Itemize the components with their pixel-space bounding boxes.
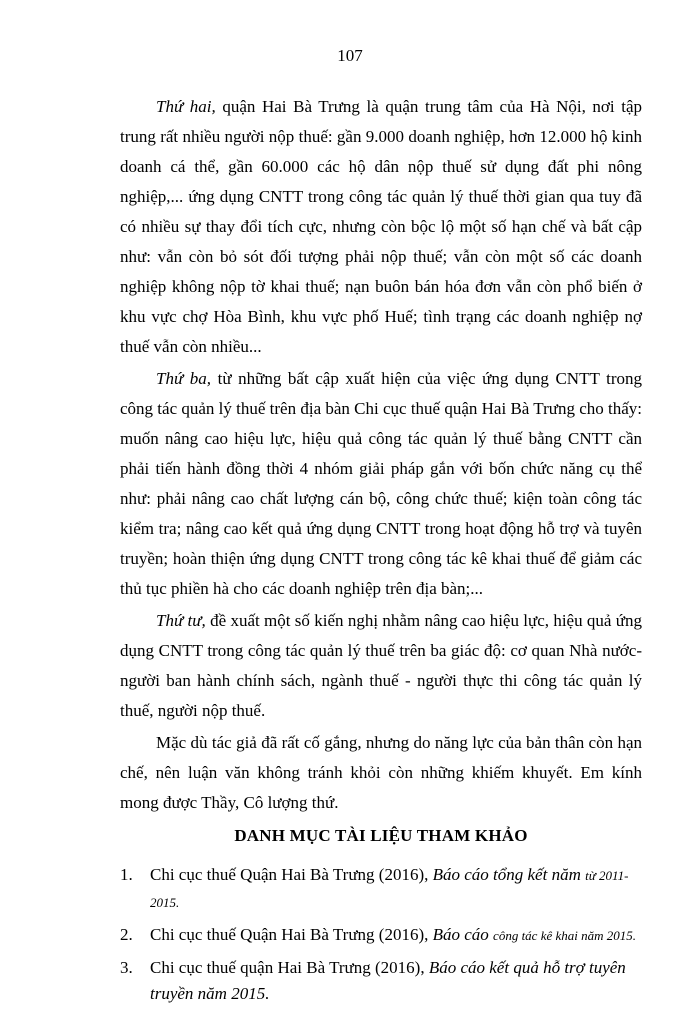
reference-number: 3. xyxy=(120,958,133,977)
reference-title: Báo cáo kết quả hỗ trợ tuyên truyền năm 2015. xyxy=(150,958,626,1003)
paragraph-lead: Thứ tư, xyxy=(156,611,206,630)
paragraph-text: từ những bất cập xuất hiện của việc ứng dụng CNTT trong công tác quản lý thuế trên địa bàn Chi cục thuế quận Hai Bà Trưng cho thấy: muốn nâng cao hiệu lực, hiệu quả công tác quản lý thuế bằng CNTT cần phải tiến hành đồng thời 4 nhóm giải pháp gắn với bốn chức năng cụ thể như: phải nâng cao chất lượng cán bộ, công chức thuế; kiện toàn công tác kiểm tra; nâng cao kết quả ứng dụng CNTT trong hoạt động hỗ trợ và tuyên truyền; hoàn thiện ứng dụng CNTT trong công tác kê khai thuế để giảm các thủ tục phiền hà cho các doanh nghiệp trên địa bàn;... xyxy=(120,369,642,598)
paragraph-thu-ba xyxy=(120,364,642,604)
reference-title-small: công tác kê khai năm 2015. xyxy=(493,928,637,943)
reference-title-small: từ 2011-2015. xyxy=(150,868,629,910)
reference-author: Chi cục thuế Quận Hai Bà Trưng (2016), xyxy=(150,925,433,944)
reference-author: Chi cục thuế quận Hai Bà Trưng (2016), xyxy=(150,958,429,977)
paragraph-lead: Thứ ba, xyxy=(156,369,212,388)
document-body xyxy=(120,92,642,1014)
reference-item xyxy=(120,922,642,949)
paragraph-thu-hai xyxy=(120,92,642,362)
references-list xyxy=(120,862,642,1008)
reference-number: 2. xyxy=(120,925,133,944)
reference-title: Báo cáo tổng kết năm xyxy=(432,865,586,884)
paragraph-text: Mặc dù tác giả đã rất cố gắng, nhưng do năng lực của bản thân còn hạn chế, nên luận văn không tránh khỏi còn những khiếm khuyết. Em kính mong được Thầy, Cô lượng thứ. xyxy=(120,733,642,812)
paragraph-text: đề xuất một số kiến nghị nhằm nâng cao hiệu lực, hiệu quả ứng dụng CNTT trong công tác quản lý thuế trên ba giác độ: cơ quan Nhà nước- người ban hành chính sách, ngành thuế - người thực thi công tác quản lý thuế, người nộp thuế. xyxy=(120,611,642,720)
reference-number: 1. xyxy=(120,865,133,884)
references-heading: DANH MỤC TÀI LIỆU THAM KHẢO xyxy=(234,826,528,845)
paragraph-thu-tu xyxy=(120,606,642,726)
reference-item xyxy=(120,862,642,916)
paragraph-closing xyxy=(120,728,642,818)
reference-title: Báo cáo xyxy=(432,925,494,944)
page-number: 107 xyxy=(337,46,363,65)
paragraph-text: quận Hai Bà Trưng là quận trung tâm của Hà Nội, nơi tập trung rất nhiều người nộp thuế: gần 9.000 doanh nghiệp, hơn 12.000 hộ kinh doanh cá thể, gần 60.000 các hộ dân nộp thuế sử dụng đất phi nông nghiệp,... ứng dụng CNTT trong công tác quản lý thuế thời gian qua tuy đã có nhiều sự thay đổi tích cực, nhưng còn bộc lộ một số hạn chế và bất cập như: vẫn còn bỏ sót đối tượng phải nộp thuế; vẫn còn một số các doanh nghiệp không nộp tờ khai thuế; nạn buôn bán hóa đơn vẫn còn phổ biến ở khu vực chợ Hòa Bình, khu vực phố Huế; tình trạng các doanh nghiệp nợ thuế vẫn còn nhiều... xyxy=(120,97,642,356)
paragraph-lead: Thứ hai, xyxy=(156,97,216,116)
reference-author: Chi cục thuế Quận Hai Bà Trưng (2016), xyxy=(150,865,433,884)
reference-item xyxy=(120,955,642,1008)
